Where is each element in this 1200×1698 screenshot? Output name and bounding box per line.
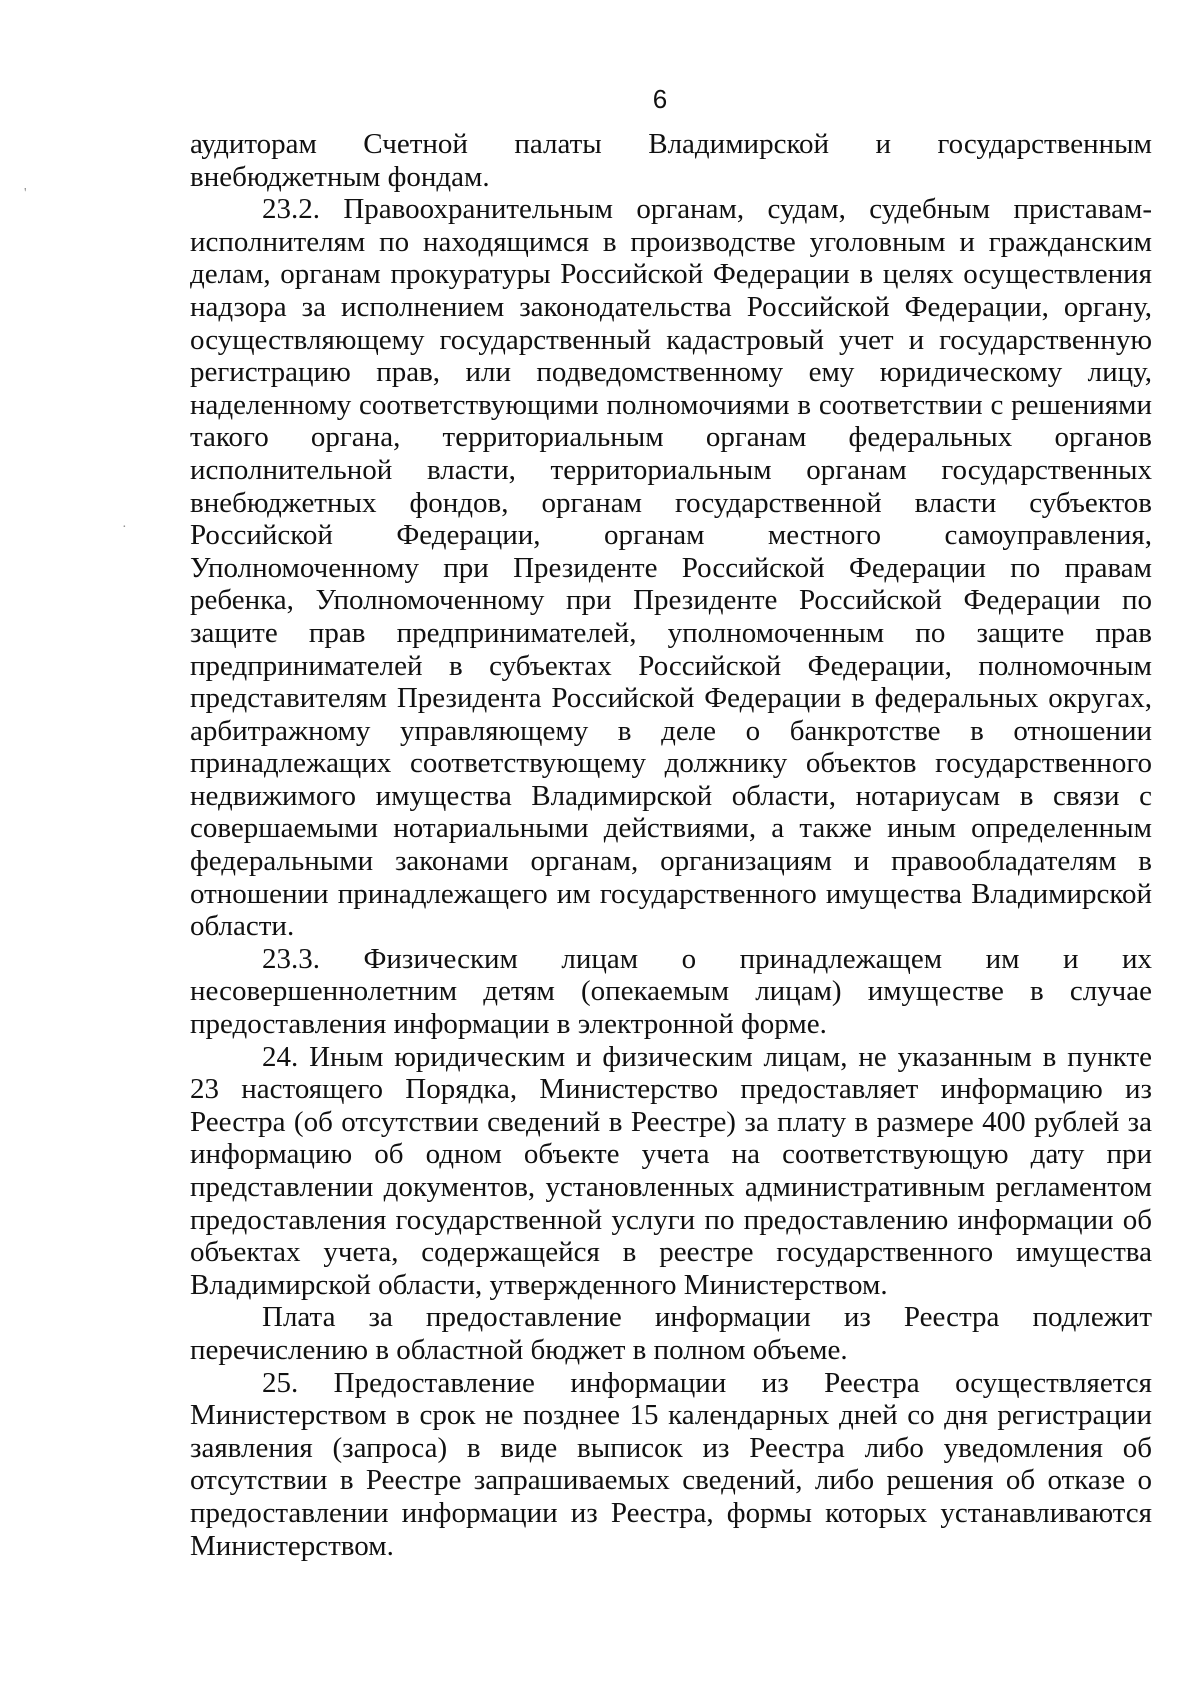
document-body <box>190 128 1152 1562</box>
scan-artifact: · <box>122 520 127 535</box>
paragraph-fee-note: Плата за предоставление информации из Реестра подлежит перечислению в областной бюджет в полном объеме. <box>190 1301 1152 1366</box>
paragraph-23-3: 23.3. Физическим лицам о принадлежащем им и их несовершеннолетним детям (опекаемым лицам) имуществе в случае предоставления информации в электронной форме. <box>190 942 1152 1041</box>
scan-artifact: ' <box>24 186 27 201</box>
paragraph-23-2: 23.2. Правоохранительным органам, судам, судебным приставам-исполнителям по находящимся в производстве уголовным и гражданским делам, органам прокуратуры Российской Федерации в целях осуществления надзора за исполнением законодательства Российской Федерации, органу, осуществляющему государственный кадастровый учет и государственную регистрацию прав, или подведомственному ему юридическому лицу, наделенному соответствующими полномочиями в соответствии с решениями такого органа, территориальным органам федеральных органов исполнительной власти, территориальным органам государственных внебюджетных фондов, органам государственной власти субъектов Российской Федерации, органам местного самоуправления, Уполномоченному при Президенте Российской Федерации по правам ребенка, Уполномоченному при Президенте Российской Федерации по защите прав предпринимателей, уполномоченным по защите прав предпринимателей в субъектах Российской Федерации, полномочным представителям Президента Российской Федерации в федеральных округах, арбитражному управляющему в деле о банкротстве в отношении принадлежащих соответствующему должнику объектов государственного недвижимого имущества Владимирской области, нотариусам в связи с совершаемыми нотариальными действиями, а также иным определенным федеральными законами органам, организациям и правообладателям в отношении принадлежащего им государственного имущества Владимирской области. <box>190 193 1152 943</box>
paragraph-25: 25. Предоставление информации из Реестра осуществляется Министерством в срок не позднее 15 календарных дней со дня регистрации заявления (запроса) в виде выписок из Реестра либо уведомления об отсутствии в Реестре запрашиваемых сведений, либо решения об отказе о предоставлении информации из Реестра, формы которых устанавливаются Министерством. <box>190 1366 1152 1562</box>
page-number: 6 <box>652 84 668 114</box>
paragraph-continuation: аудиторам Счетной палаты Владимирской и государственным внебюджетным фондам. <box>190 128 1152 193</box>
paragraph-24: 24. Иным юридическим и физическим лицам, не указанным в пункте 23 настоящего Порядка, Министерство предоставляет информацию из Реестра (об отсутствии сведений в Реестре) за плату в размере 400 рублей за информацию об одном объекте учета на соответствующую дату при представлении документов, установленных административным регламентом предоставления государственной услуги по предоставлению информации об объектах учета, содержащейся в реестре государственного имущества Владимирской области, утвержденного Министерством. <box>190 1040 1152 1301</box>
